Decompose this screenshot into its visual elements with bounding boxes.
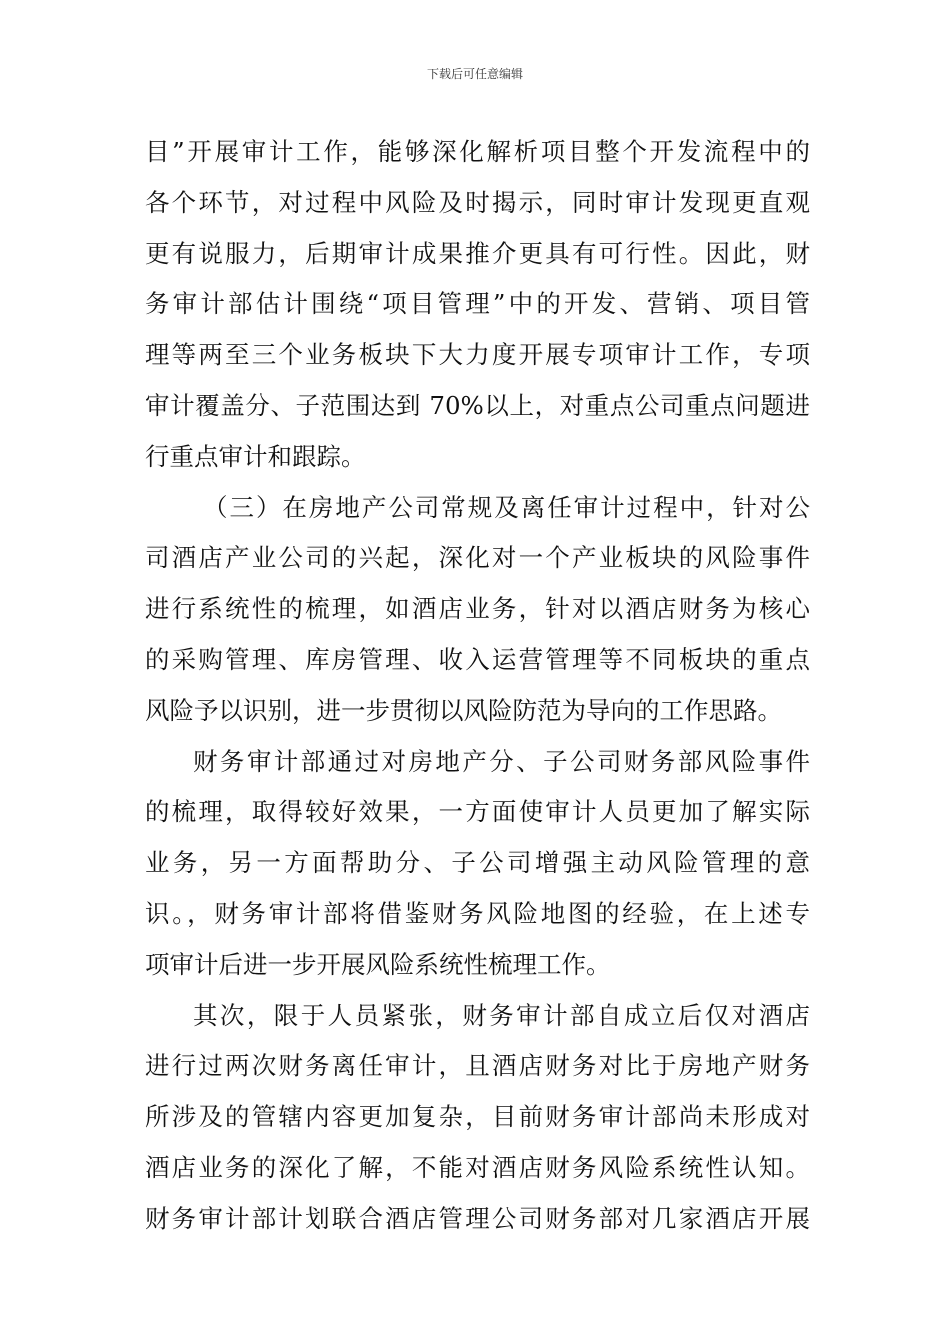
text-line: 的梳理，取得较好效果，一方面使审计人员更加了解实际 bbox=[145, 797, 810, 827]
text-line: 的采购管理、库房管理、收入运营管理等不同板块的重点 bbox=[145, 644, 810, 674]
text-line: （三）在房地产公司常规及离任审计过程中，针对公 bbox=[203, 492, 810, 522]
text-line: 酒店业务的深化了解，不能对酒店财务风险系统性认知。 bbox=[145, 1152, 810, 1182]
document-body bbox=[145, 130, 810, 1248]
text-line: 财务审计部计划联合酒店管理公司财务部对几家酒店开展 bbox=[145, 1203, 810, 1233]
paragraph-hotel-section bbox=[145, 486, 810, 740]
text-line: 司酒店产业公司的兴起，深化对一个产业板块的风险事件 bbox=[145, 543, 810, 573]
text-line: 项审计后进一步开展风险系统性梳理工作。 bbox=[145, 949, 611, 979]
text-line: 理等两至三个业务板块下大力度开展专项审计工作，专项 bbox=[145, 340, 810, 370]
text-line: 审计覆盖分、子范围达到 70%以上，对重点公司重点问题进 bbox=[145, 390, 810, 420]
text-line: 务审计部估计围绕“项目管理”中的开发、营销、项目管 bbox=[145, 289, 810, 319]
text-line: 财务审计部通过对房地产分、子公司财务部风险事件 bbox=[193, 746, 810, 776]
text-line: 所涉及的管辖内容更加复杂，目前财务审计部尚未形成对 bbox=[145, 1102, 810, 1132]
text-line: 识。，财务审计部将借鉴财务风险地图的经验，在上述专 bbox=[145, 898, 810, 928]
text-line: 更有说服力，后期审计成果推介更具有可行性。因此，财 bbox=[145, 238, 810, 268]
text-line: 行重点审计和跟踪。 bbox=[145, 441, 366, 471]
text-line: 业务，另一方面帮助分、子公司增强主动风险管理的意 bbox=[145, 848, 810, 878]
paragraph-secondly bbox=[145, 994, 810, 1248]
paragraph-project-audit bbox=[145, 130, 810, 486]
text-line: 风险予以识别，进一步贯彻以风险防范为导向的工作思路。 bbox=[145, 695, 782, 725]
text-line: 进行系统性的梳理，如酒店业务，针对以酒店财务为核心 bbox=[145, 594, 810, 624]
text-line: 进行过两次财务离任审计，且酒店财务对比于房地产财务 bbox=[145, 1051, 810, 1081]
text-line: 其次，限于人员紧张，财务审计部自成立后仅对酒店 bbox=[193, 1000, 810, 1030]
text-line: 各个环节，对过程中风险及时揭示，同时审计发现更直观 bbox=[145, 187, 810, 217]
text-line: 目”开展审计工作，能够深化解析项目整个开发流程中的 bbox=[145, 137, 810, 166]
paragraph-risk-mapping bbox=[145, 740, 810, 994]
page-header: 下载后可任意编辑 bbox=[426, 67, 523, 81]
